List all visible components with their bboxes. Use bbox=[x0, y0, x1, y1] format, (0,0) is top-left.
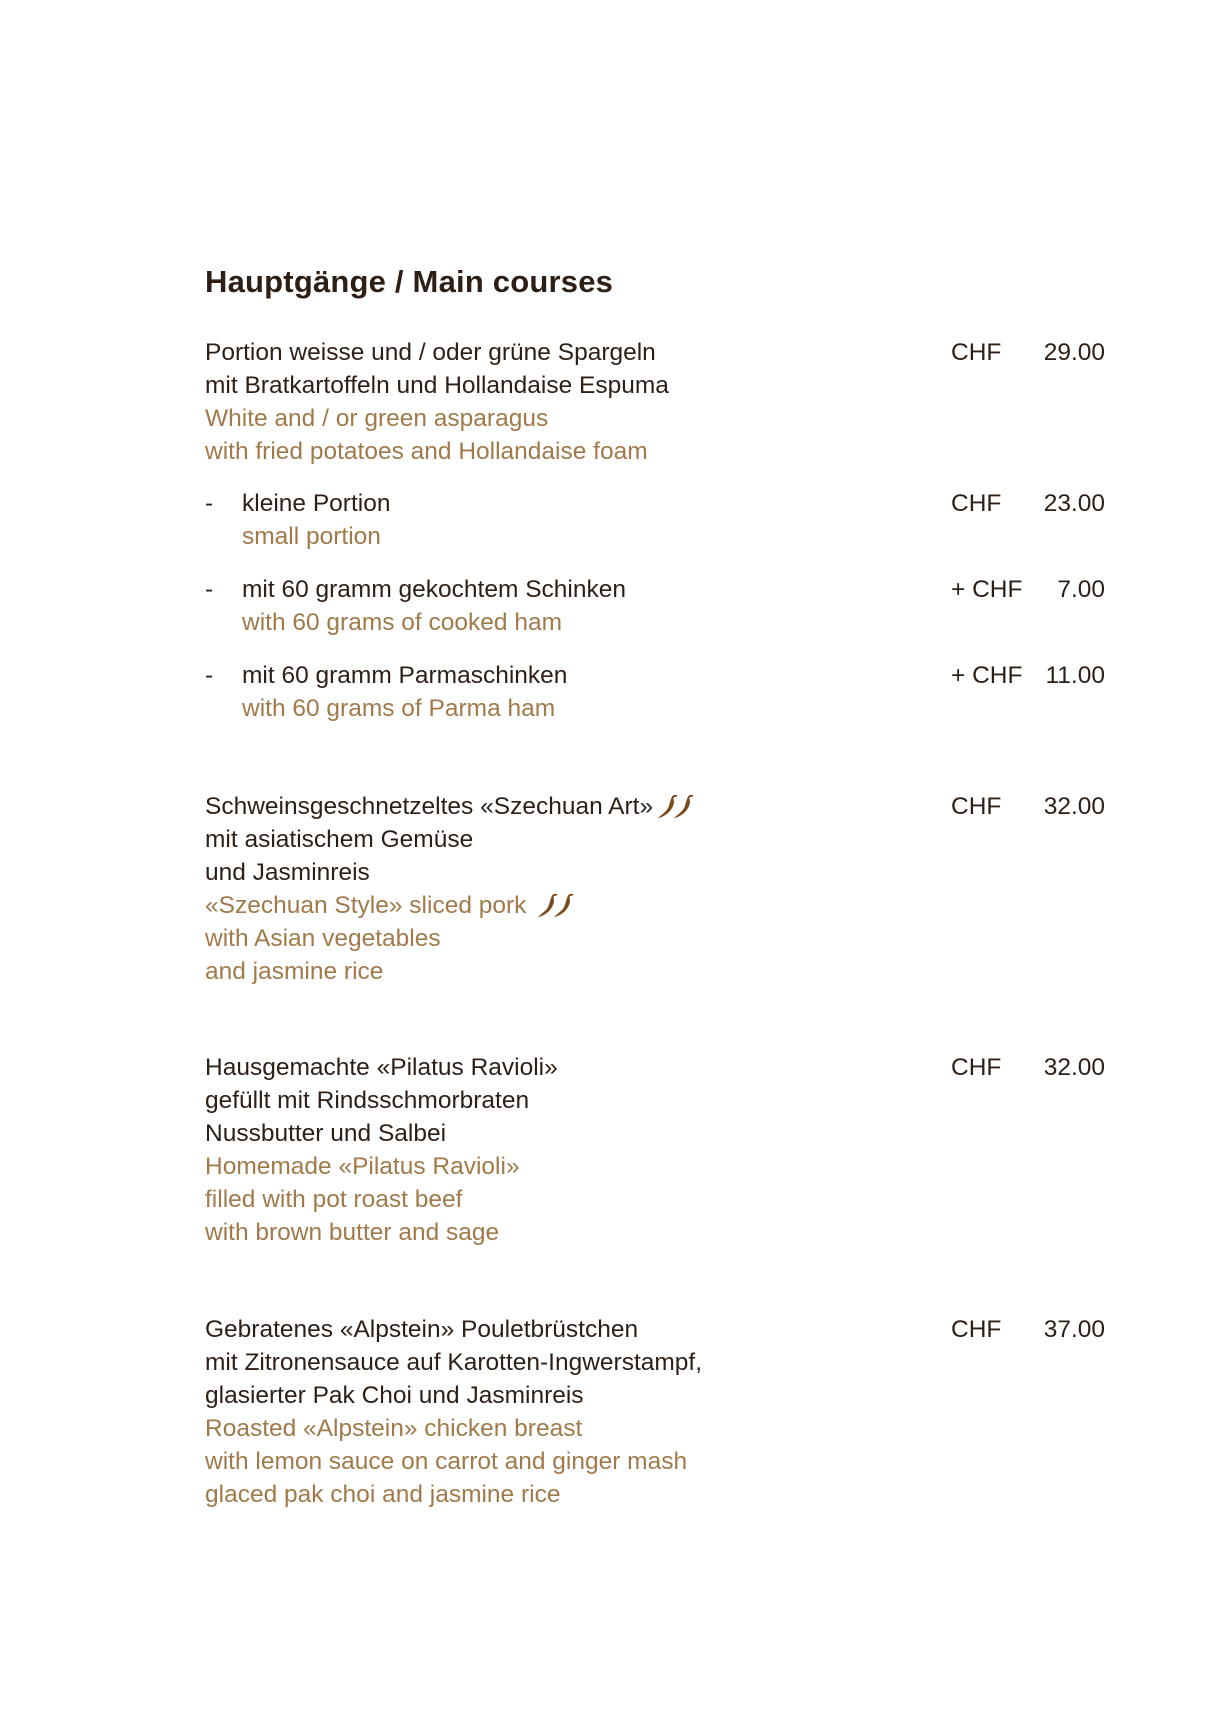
dish-name-en-text: «Szechuan Style» sliced pork bbox=[205, 892, 527, 919]
currency-label: CHF bbox=[951, 1316, 1002, 1343]
dish-name-en: Roasted «Alpstein» chicken breast bbox=[205, 1415, 583, 1442]
currency-label: + CHF bbox=[951, 576, 1023, 603]
currency-label: + CHF bbox=[951, 662, 1023, 689]
dish-name-de: Hausgemachte «Pilatus Ravioli» bbox=[205, 1054, 558, 1081]
option-name-en: small portion bbox=[242, 523, 381, 550]
price-amount: 7.00 bbox=[1057, 576, 1105, 603]
dish-description-de: mit Bratkartoffeln und Hollandaise Espuma bbox=[205, 372, 669, 399]
page-title: Hauptgänge / Main courses bbox=[205, 264, 614, 299]
dish-name-de: Gebratenes «Alpstein» Pouletbrüstchen bbox=[205, 1316, 639, 1343]
price-amount: 23.00 bbox=[1043, 490, 1105, 517]
price bbox=[205, 659, 1105, 692]
price-amount: 32.00 bbox=[1043, 1054, 1105, 1081]
dish-name-en bbox=[205, 889, 1105, 922]
dish-name-de-text: Schweinsgeschnetzeltes «Szechuan Art» bbox=[205, 793, 654, 820]
dish-description-de: mit asiatischem Gemüse bbox=[205, 826, 474, 853]
dish-description-de: glasierter Pak Choi und Jasminreis bbox=[205, 1382, 584, 1409]
option-name-de: kleine Portion bbox=[242, 490, 391, 517]
dish-name-de: Portion weisse und / oder grüne Spargeln bbox=[205, 339, 656, 366]
option-bullet: - bbox=[205, 490, 214, 517]
price bbox=[205, 487, 1105, 520]
currency-label: CHF bbox=[951, 339, 1002, 366]
menu-item-asparagus bbox=[205, 336, 1105, 468]
dish-name-en: White and / or green asparagus bbox=[205, 405, 549, 432]
option-name-en: with 60 grams of cooked ham bbox=[242, 609, 563, 636]
option-name-en: with 60 grams of Parma ham bbox=[242, 695, 556, 722]
dish-description-de: und Jasminreis bbox=[205, 859, 370, 886]
menu-item-alpstein-chicken bbox=[205, 1313, 1105, 1511]
dish-description-de: Nussbutter und Salbei bbox=[205, 1120, 447, 1147]
currency-label: CHF bbox=[951, 490, 1002, 517]
dish-description-de: gefüllt mit Rindsschmorbraten bbox=[205, 1087, 530, 1114]
dish-description-de: mit Zitronensauce auf Karotten-Ingwerstampf, bbox=[205, 1349, 703, 1376]
dish-description-en: with fried potatoes and Hollandaise foam bbox=[205, 438, 648, 465]
dish-description-en: and jasmine rice bbox=[205, 958, 384, 985]
currency-label: CHF bbox=[951, 793, 1002, 820]
price-amount: 11.00 bbox=[1045, 662, 1105, 689]
menu-item-szechuan-pork bbox=[205, 790, 1105, 988]
dish-name-en: Homemade «Pilatus Ravioli» bbox=[205, 1153, 520, 1180]
option-name-de: mit 60 gramm gekochtem Schinken bbox=[242, 576, 626, 603]
option-bullet: - bbox=[205, 576, 214, 603]
price-amount: 29.00 bbox=[1043, 339, 1105, 366]
chili-pepper-icon bbox=[537, 894, 575, 920]
price bbox=[205, 573, 1105, 606]
option-name-de: mit 60 gramm Parmaschinken bbox=[242, 662, 568, 689]
currency-label: CHF bbox=[951, 1054, 1002, 1081]
price-amount: 32.00 bbox=[1043, 793, 1105, 820]
price-amount: 37.00 bbox=[1043, 1316, 1105, 1343]
dish-description-en: with Asian vegetables bbox=[205, 925, 441, 952]
dish-description-en: with brown butter and sage bbox=[205, 1219, 500, 1246]
option-bullet: - bbox=[205, 662, 214, 689]
menu-item-pilatus-ravioli bbox=[205, 1051, 1105, 1249]
price bbox=[205, 1051, 1105, 1084]
price bbox=[205, 336, 1105, 369]
price bbox=[205, 790, 1105, 823]
dish-description-en: glaced pak choi and jasmine rice bbox=[205, 1481, 561, 1508]
dish-description-en: with lemon sauce on carrot and ginger mash bbox=[205, 1448, 688, 1475]
price bbox=[205, 1313, 1105, 1346]
dish-description-en: filled with pot roast beef bbox=[205, 1186, 463, 1213]
